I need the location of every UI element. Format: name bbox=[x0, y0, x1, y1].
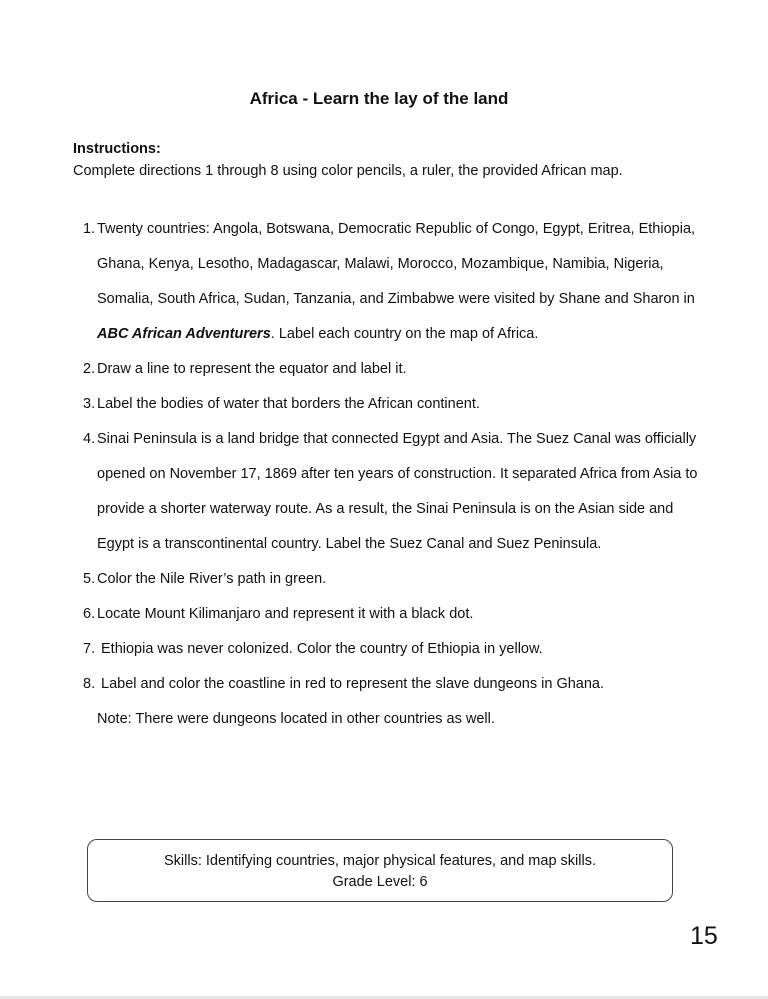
direction-item-3 bbox=[83, 387, 703, 422]
item-text: Sinai Peninsula is a land bridge that connected Egypt and Asia. The Suez Canal was officially opened on November 17, 1869 after ten years of construction. It separated Africa from Asia to provide a shorter waterway route. As a result, the Sinai Peninsula is on the Asian side and Egypt is a transcontinental country. Label the Suez Canal and Suez Peninsula. bbox=[97, 431, 698, 552]
direction-item-8 bbox=[83, 667, 703, 702]
direction-note: Note: There were dungeons located in other countries as well. bbox=[97, 711, 495, 727]
item-number: 5. bbox=[83, 571, 96, 587]
item-text: Locate Mount Kilimanjaro and represent it with a black dot. bbox=[97, 606, 474, 622]
item-number: 1. bbox=[83, 221, 96, 237]
item-text: Draw a line to represent the equator and label it. bbox=[97, 361, 407, 377]
item-number: 4. bbox=[83, 431, 96, 447]
item-text: Ethiopia was never colonized. Color the country of Ethiopia in yellow. bbox=[101, 641, 543, 657]
item-text bbox=[97, 212, 703, 352]
direction-item-1 bbox=[83, 212, 703, 352]
item-text: Label the bodies of water that borders the African continent. bbox=[97, 396, 480, 412]
item-number: 6. bbox=[83, 606, 96, 622]
item-text: Label and color the coastline in red to represent the slave dungeons in Ghana. bbox=[101, 676, 605, 692]
item-text: Color the Nile River’s path in green. bbox=[97, 571, 327, 587]
skills-text: Skills: Identifying countries, major physical features, and map skills. bbox=[164, 853, 596, 869]
instructions-heading: Instructions: bbox=[73, 141, 161, 157]
item-number: 2. bbox=[83, 361, 96, 377]
direction-item-4 bbox=[83, 422, 703, 562]
page-title: Africa - Learn the lay of the land bbox=[249, 89, 509, 108]
direction-item-5 bbox=[83, 562, 703, 597]
skills-box bbox=[87, 839, 673, 902]
directions-list bbox=[83, 212, 703, 737]
instructions-text: Complete directions 1 through 8 using color pencils, a ruler, the provided African map. bbox=[73, 163, 623, 179]
item-number: 3. bbox=[83, 396, 96, 412]
direction-item-7 bbox=[83, 632, 703, 667]
direction-item-6 bbox=[83, 597, 703, 632]
grade-level: Grade Level: 6 bbox=[332, 874, 428, 890]
item-text-part: . Label each country on the map of Africa. bbox=[270, 326, 539, 342]
item-number: 8. bbox=[83, 676, 96, 692]
item-text-part: Twenty countries: Angola, Botswana, Democratic Republic of Congo, Egypt, Eritrea, Ethiopia, Ghana, Kenya, Lesotho, Madagascar, Malawi, Morocco, Mozambique, Namibia, Nigeria, Somalia, South Africa, Sudan, Tanzania, and Zimbabwe were visited by Shane and Sharon in bbox=[97, 221, 696, 307]
direction-item-2 bbox=[83, 352, 703, 387]
book-title: ABC African Adventurers bbox=[97, 326, 271, 342]
item-number: 7. bbox=[83, 641, 96, 657]
page-number: 15 bbox=[690, 922, 718, 950]
